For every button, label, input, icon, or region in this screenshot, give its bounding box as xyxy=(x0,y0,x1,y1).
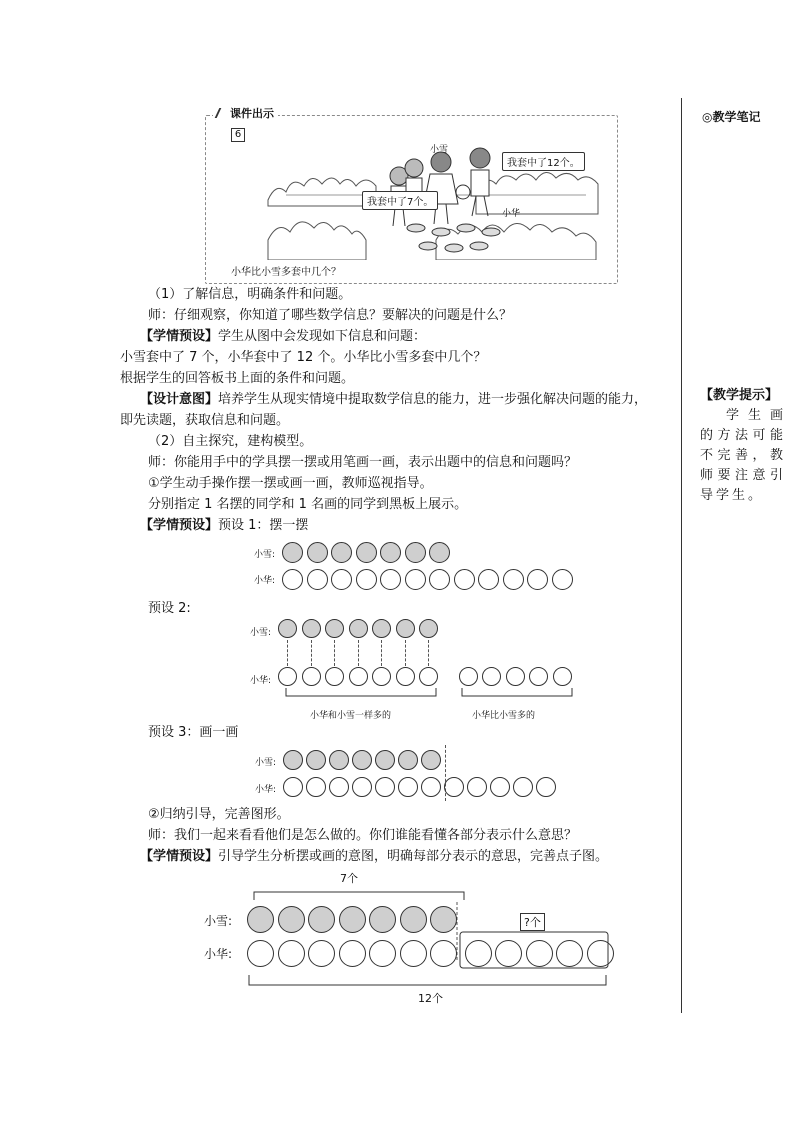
d2-braces xyxy=(280,684,580,704)
xiaohua-dot xyxy=(444,777,464,797)
xiaoxue-dot xyxy=(352,750,372,770)
d1-label-hua: 小华: xyxy=(254,576,276,586)
xiaohua-dot xyxy=(467,777,487,797)
xiaoxue-dot xyxy=(349,619,368,638)
tips-title: 【教学提示】 xyxy=(700,388,779,403)
pencil-icon xyxy=(215,108,230,118)
xiaoxue-dot xyxy=(372,619,391,638)
d4-label-hua: 小华: xyxy=(204,947,233,961)
xiaoxue-dot xyxy=(247,906,274,933)
tag-xueqing-2: 【学情预设】 xyxy=(140,518,219,533)
xiaohua-dot xyxy=(454,569,475,590)
xiaoxue-dot xyxy=(429,542,450,563)
xiaoxue-dot xyxy=(331,542,352,563)
tag-sheji: 【设计意图】 xyxy=(140,392,219,407)
teacher-question-1: 师：仔细观察，你知道了哪些数学信息？要解决的问题是什么？ xyxy=(148,308,513,323)
xiaohua-dot xyxy=(283,777,303,797)
xiaohua-dot xyxy=(495,940,522,967)
preset-2-heading: 预设 2: xyxy=(148,601,191,616)
match-line xyxy=(334,640,335,666)
xiaohua-dot xyxy=(429,569,450,590)
preset-line-3 xyxy=(140,848,608,866)
preset-line-2 xyxy=(140,517,308,535)
xiaoxue-dot xyxy=(302,619,321,638)
xiaohua-dot xyxy=(398,777,418,797)
xiaoxue-dot xyxy=(419,619,438,638)
match-line xyxy=(405,640,406,666)
match-line xyxy=(358,640,359,666)
xiaohua-dot xyxy=(430,940,457,967)
xiaohua-dot xyxy=(329,777,349,797)
d4-top-brace-label: 7个 xyxy=(340,872,358,885)
xiaohua-dot xyxy=(308,940,335,967)
teacher-question-3: 师：我们一起来看看他们是怎么做的。你们谁能看懂各部分表示什么意思？ xyxy=(148,828,578,843)
xiaohua-dot xyxy=(526,940,553,967)
xiaoxue-dot xyxy=(421,750,441,770)
xiaohua-dot xyxy=(306,777,326,797)
xiaoxue-dot xyxy=(283,750,303,770)
preset-1-text: 预设 1：摆一摆 xyxy=(218,518,309,533)
tag-xueqing-1: 【学情预设】 xyxy=(140,329,219,344)
d2-label-xue: 小雪: xyxy=(250,628,272,638)
info-line: 小雪套中了 7 个，小华套中了 12 个。小华比小雪多套中几个？ xyxy=(120,350,487,365)
d4-label-xue: 小雪: xyxy=(204,914,233,928)
board-line: 根据学生的回答板书上面的条件和问题。 xyxy=(120,371,355,386)
xiaohua-dot xyxy=(369,940,396,967)
summary-line: ②归纳引导，完善图形。 xyxy=(148,807,290,822)
xiaoxue-dot xyxy=(380,542,401,563)
xiaohua-dot xyxy=(490,777,510,797)
d2-label-hua: 小华: xyxy=(250,676,272,686)
xiaohua-dot xyxy=(282,569,303,590)
xiaohua-dot xyxy=(536,777,556,797)
xiaohua-dot xyxy=(556,940,583,967)
xiaohua-dot xyxy=(421,777,441,797)
step-2-heading: （2）自主探究，建构模型。 xyxy=(148,434,313,449)
xiaoxue-dot xyxy=(329,750,349,770)
xiaoxue-dot xyxy=(375,750,395,770)
d4-bottom-brace-label: 12个 xyxy=(418,992,443,1005)
design-intent-text: 培养学生从现实情境中提取数学信息的能力，进一步强化解决问题的能力， xyxy=(218,392,648,407)
xiaohua-dot xyxy=(380,569,401,590)
tag-xueqing-3: 【学情预设】 xyxy=(140,849,219,864)
xiaoxue-dot xyxy=(308,906,335,933)
xiaoxue-dot xyxy=(405,542,426,563)
courseware-question: 小华比小雪多套中几个？ xyxy=(231,267,341,278)
d2-same-label: 小华和小雪一样多的 xyxy=(310,711,392,721)
xiaohua-dot xyxy=(465,940,492,967)
design-intent-cont: 即先读题，获取信息和问题。 xyxy=(120,413,290,428)
tips-body: 学生画的方法可能不完善，教师要注意引导学生。 xyxy=(700,408,786,503)
xiaohua-dot xyxy=(356,569,377,590)
xiaohua-dot xyxy=(478,569,499,590)
xiaohua-dot xyxy=(247,940,274,967)
xiaoxue-dot xyxy=(306,750,326,770)
label-xiaoxue: 小雪 xyxy=(430,145,449,155)
xiaohua-dot xyxy=(587,940,614,967)
courseware-tab xyxy=(213,105,278,121)
preset-text-1: 学生从图中会发现如下信息和问题： xyxy=(218,329,427,344)
teacher-question-2: 师：你能用手中的学具摆一摆或用笔画一画，表示出题中的信息和问题吗？ xyxy=(148,455,578,470)
exercise-number: 6 xyxy=(231,128,245,142)
speech-xiaohua: 我套中了12个。 xyxy=(502,152,585,171)
xiaoxue-dot xyxy=(400,906,427,933)
xiaoxue-dot xyxy=(356,542,377,563)
xiaoxue-dot xyxy=(398,750,418,770)
match-line xyxy=(428,640,429,666)
xiaoxue-dot xyxy=(430,906,457,933)
label-xiaohua: 小华 xyxy=(502,209,521,219)
preset-line-1 xyxy=(140,328,426,346)
xiaoxue-dot xyxy=(307,542,328,563)
assign-line: 分别指定 1 名摆的同学和 1 名画的同学到黑板上展示。 xyxy=(148,497,468,512)
d1-label-xue: 小雪: xyxy=(254,550,276,560)
xiaohua-dot xyxy=(375,777,395,797)
xiaoxue-dot xyxy=(278,906,305,933)
step-1-heading: （1）了解信息，明确条件和问题。 xyxy=(148,287,352,302)
xiaoxue-dot xyxy=(325,619,344,638)
courseware-tab-label: 课件出示 xyxy=(230,107,274,120)
d2-more-label: 小华比小雪多的 xyxy=(472,711,536,721)
d4-question-box: ?个 xyxy=(520,913,545,931)
xiaohua-dot xyxy=(339,940,366,967)
xiaoxue-dot xyxy=(278,619,297,638)
operation-line: ①学生动手操作摆一摆或画一画，教师巡视指导。 xyxy=(148,476,433,491)
speech-xiaoxue: 我套中了7个。 xyxy=(362,191,438,210)
match-line xyxy=(381,640,382,666)
preset-3-heading: 预设 3：画一画 xyxy=(148,725,239,740)
xiaohua-dot xyxy=(352,777,372,797)
xiaohua-dot xyxy=(503,569,524,590)
xiaohua-dot xyxy=(552,569,573,590)
d3-label-hua: 小华: xyxy=(255,785,277,795)
design-intent-line xyxy=(140,391,647,409)
xiaohua-dot xyxy=(331,569,352,590)
preset-3-text: 引导学生分析摆或画的意图，明确每部分表示的意思，完善点子图。 xyxy=(218,849,609,864)
match-line xyxy=(287,640,288,666)
xiaohua-dot xyxy=(278,940,305,967)
notes-title: ◎教学笔记 xyxy=(702,110,761,124)
match-line xyxy=(311,640,312,666)
xiaohua-dot xyxy=(527,569,548,590)
xiaoxue-dot xyxy=(339,906,366,933)
xiaoxue-dot xyxy=(282,542,303,563)
xiaoxue-dot xyxy=(369,906,396,933)
xiaoxue-dot xyxy=(396,619,415,638)
xiaohua-dot xyxy=(405,569,426,590)
xiaohua-dot xyxy=(513,777,533,797)
xiaohua-dot xyxy=(400,940,427,967)
d3-label-xue: 小雪: xyxy=(255,758,277,768)
xiaohua-dot xyxy=(307,569,328,590)
column-divider xyxy=(681,98,682,1013)
